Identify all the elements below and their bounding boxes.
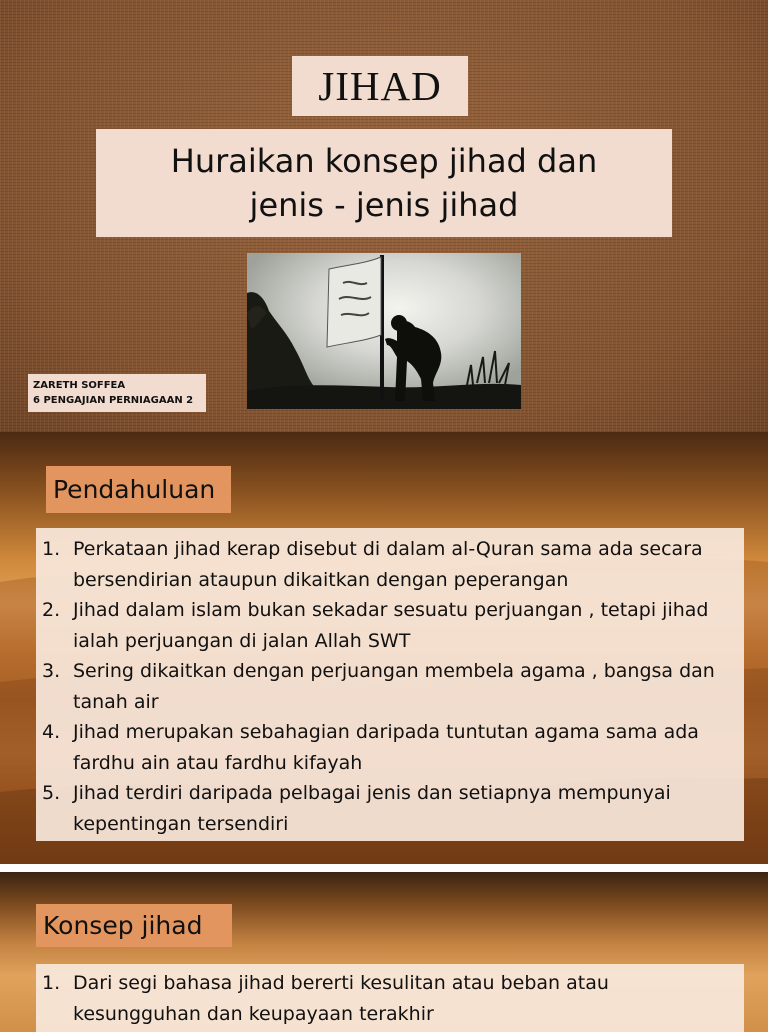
slide-title: JIHAD bbox=[318, 63, 442, 109]
konsep-jihad-slide bbox=[0, 872, 768, 1032]
title-slide bbox=[0, 0, 768, 432]
list-item: 1. Dari segi bahasa jihad bererti kesulitan atau beban atau kesungguhan dan keupayaan terakhir bbox=[42, 972, 609, 1025]
flag-bearer-photo bbox=[247, 253, 521, 409]
author-box bbox=[28, 374, 206, 412]
konsep-jihad-list bbox=[36, 964, 744, 1032]
slide-gap bbox=[0, 864, 768, 872]
pendahuluan-slide bbox=[0, 432, 768, 864]
pendahuluan-list bbox=[36, 528, 744, 841]
title-box bbox=[292, 56, 468, 116]
section-heading: Konsep jihad bbox=[43, 911, 203, 940]
section-heading-box bbox=[46, 466, 231, 513]
list-item: 1. Perkataan jihad kerap disebut di dalam al-Quran sama ada secara bersendirian ataupun dikaitkan dengan peperangan bbox=[42, 538, 703, 591]
author-class: 6 PENGAJIAN PERNIAGAAN 2 bbox=[33, 395, 194, 406]
list-item: 3. Sering dikaitkan dengan perjuangan membela agama , bangsa dan tanah air bbox=[42, 660, 715, 713]
subtitle-box bbox=[96, 129, 672, 237]
author-name: ZARETH SOFFEA bbox=[33, 380, 126, 391]
flag-silhouette-image bbox=[247, 253, 521, 409]
list-item: 2. Jihad dalam islam bukan sekadar sesuatu perjuangan , tetapi jihad ialah perjuangan di jalan Allah SWT bbox=[42, 599, 709, 652]
list-item: 4. Jihad merupakan sebahagian daripada tuntutan agama sama ada fardhu ain atau fardhu kifayah bbox=[42, 721, 699, 774]
section-heading: Pendahuluan bbox=[53, 475, 216, 504]
list-item: 5. Jihad terdiri daripada pelbagai jenis dan setiapnya mempunyai kepentingan tersendiri bbox=[42, 782, 671, 835]
slide-subtitle bbox=[171, 139, 597, 227]
subtitle-line-2: jenis - jenis jihad bbox=[249, 186, 519, 224]
subtitle-line-1: Huraikan konsep jihad dan bbox=[170, 142, 598, 180]
section-heading-box bbox=[36, 904, 232, 947]
